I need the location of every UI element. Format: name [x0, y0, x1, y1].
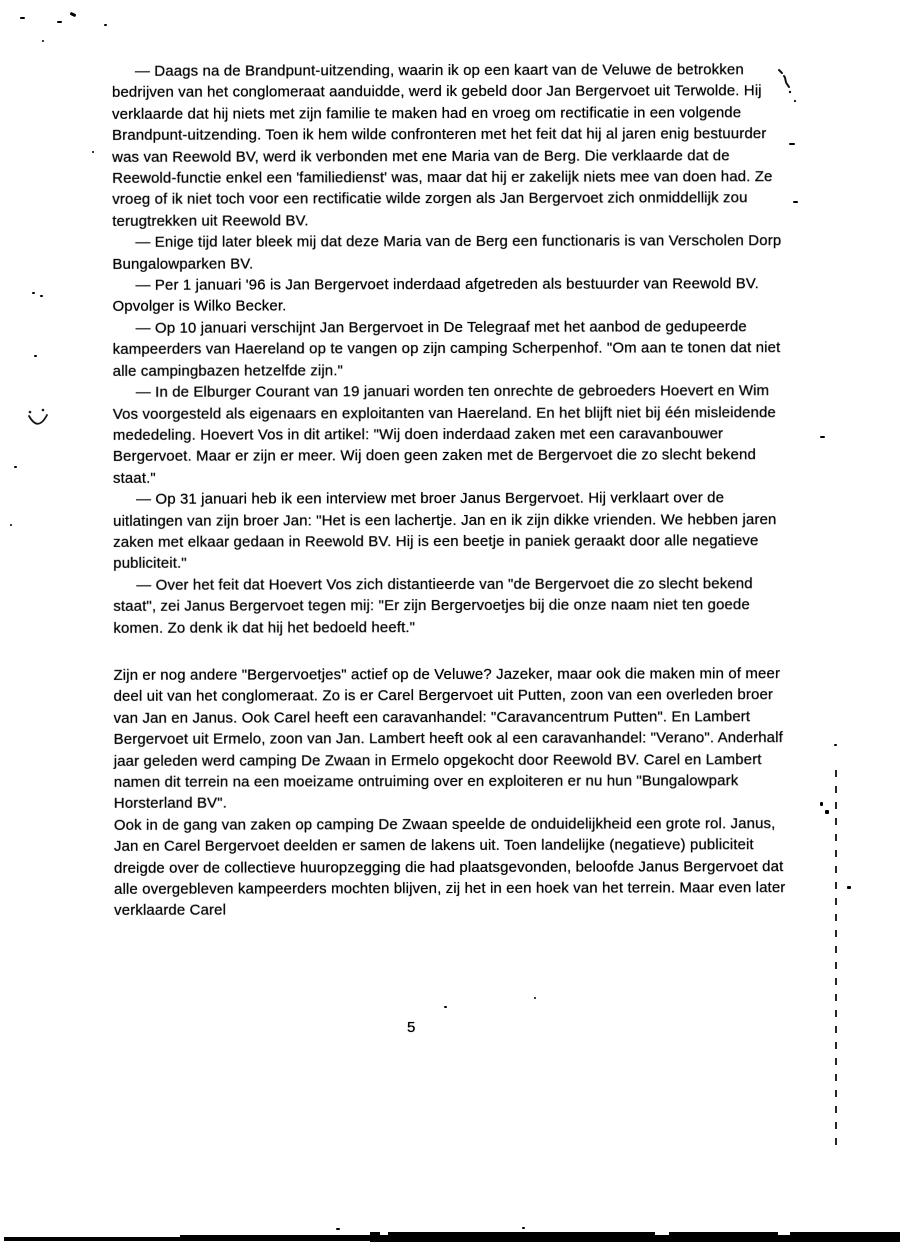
scan-speck [820, 802, 823, 806]
scan-speck [825, 810, 829, 814]
scan-speck [70, 12, 77, 17]
scan-speck [40, 295, 43, 297]
scan-speck [14, 466, 17, 468]
paragraph: Ook in de gang van zaken op camping De Zwaan speelde de onduidelijkheid een grote rol. Janus, Jan en Carel Bergervoet deelden er samen de lakens uit. Toen landelijke (negatieve) publiciteit dreigde over de collectieve huuropzegging die had plaatsgevonden, beloofde Janus Bergervoet dat alle overgebleven kampeerders mochten blijven, zij het in een hoek van het terrein. Maar even later verklaarde Carel [113, 814, 786, 920]
scan-speck [42, 40, 44, 42]
scan-speck [32, 292, 35, 294]
paragraph: — Op 10 januari verschijnt Jan Bergervoet in De Telegraaf met het aanbod de gedupeerde kampeerders van Haereland op te vangen op zijn camping Scherpenhof. "Om aan te tonen dat niet alle campingbazen hetzelfde zijn." [112, 318, 781, 380]
scan-speck [34, 355, 37, 357]
scan-edge-gap [778, 1232, 790, 1235]
scan-speck [793, 201, 798, 203]
scan-speck [92, 151, 94, 153]
handwritten-corner-mark [776, 66, 804, 108]
paragraph: — Daags na de Brandpunt-uitzending, waarin ik op een kaart van de Veluwe de betrokken bedrijven van het conglomeraat aanduidde, werd ik gebeld door Jan Bergervoet uit Terwolde. Hij verklaarde dat hij niets met zijn familie te maken had en vroeg om rectificatie in een volgende Brandpunt-uitzending. Toen ik hem wilde confronteren met het feit dat hij al jaren enig bestuurder was van Reewold BV, werd ik verbonden met ene Maria van de Berg. Die verklaarde dat de Reewold-functie enkel een 'familiedienst' was, maar dat hij er zakelijk niets mee van doen had. Ze vroeg of ik niet toch voor een rectificatie wilde zorgen als Jan Bergervoet zich onmiddellijk zou terugtrekken uit Reewold BV. [111, 61, 773, 230]
scan-speck [789, 143, 795, 145]
scan-speck [336, 1228, 340, 1230]
paragraph: — Enige tijd later bleek mij dat deze Maria van de Berg een functionaris is van Verscholen Dorp Bungalowparken BV. [112, 232, 782, 273]
paragraph: — In de Elburger Courant van 19 januari worden ten onrechte de gebroeders Hoevert en Wim Vos voorgesteld als eigenaars en exploitanten van Haereland. En het blijft niet bij één misleidende mededeling. Hoevert Vos in dit artikel: "Wij doen inderdaad zaken met een caravanbouwer Bergervoet. Maar er zijn er meer. Wij doen geen zaken met de Bergervoet die zo slecht bekend staat." [112, 382, 776, 487]
paragraph: Zijn er nog andere "Bergervoetjes" actief op de Veluwe? Jazeker, maar ook die maken min of meer deel uit van het conglomeraat. Zo is er Carel Bergervoet uit Putten, zoon van een overleden broer van Jan en Janus. Ook Carel heeft een caravanhandel: "Caravancentrum Putten". En Lambert Bergervoet uit Ermelo, zoon van Jan. Lambert heeft ook al een caravanhandel: "Verano". Anderhalf jaar geleden werd camping De Zwaan in Ermelo opgekocht door Reewold BV. Carel en Lambert namen dit terrein na een moeizame ontruiming over en exploiteren er nu hun "Bungalowpark Horsterland BV". [113, 665, 783, 813]
scan-speck [534, 997, 536, 999]
scan-edge-gap [380, 1232, 388, 1235]
scan-speck [847, 886, 851, 889]
scan-speck [20, 17, 25, 19]
paragraph: — Per 1 januari '96 is Jan Bergervoet inderdaad afgetreden als bestuurder van Reewold BV. Opvolger is Wilko Becker. [112, 275, 759, 316]
scan-edge-gap [655, 1232, 669, 1235]
scan-speck [104, 24, 107, 26]
scan-speck [57, 21, 62, 23]
paragraph: — Over het feit dat Hoevert Vos zich distantieerde van "de Bergervoet die zo slecht bekend staat", zei Janus Bergervoet tegen mij: "Er zijn Bergervoetjes bij die onze naam niet ten goede komen. Zo denk ik dat hij het bedoeld heeft." [113, 574, 753, 637]
handwritten-margin-mark [26, 406, 52, 434]
scan-speck [834, 744, 837, 746]
scan-edge-band [370, 1232, 900, 1242]
scan-speck [522, 1227, 525, 1229]
fold-crease-line [835, 770, 837, 1154]
page-number: 5 [407, 1019, 416, 1036]
scan-speck [444, 1006, 447, 1008]
document-text-block [112, 59, 796, 922]
scan-speck [820, 436, 825, 438]
scan-speck [10, 524, 12, 526]
scan-edge-band [4, 1237, 204, 1241]
paragraph: — Op 31 januari heb ik een interview met broer Janus Bergervoet. Hij verklaart over de uitlatingen van zijn broer Jan: "Het is een lachertje. Jan en ik zijn dikke vrienden. We hebben jaren zaken met elkaar gedaan in Reewold BV. Hij is een beetje in paniek geraakt door alle negatieve publiciteit." [113, 489, 777, 573]
